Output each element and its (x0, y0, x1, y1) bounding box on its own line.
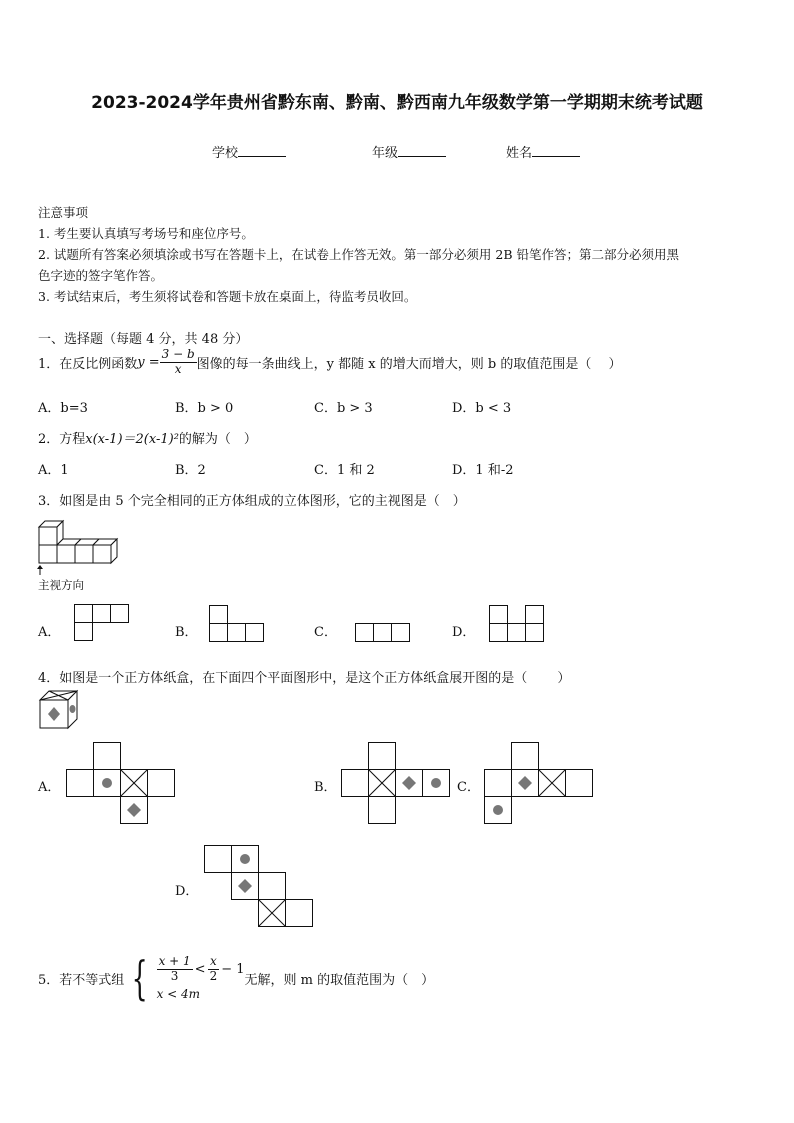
q5-frac-2-den: 2 (209, 968, 218, 983)
q4-option-c-net[interactable] (484, 742, 596, 827)
q3-option-b[interactable]: B． (175, 625, 198, 640)
notice-item: 1. 考生要认真填写考场号和座位序号。 (38, 226, 254, 241)
q1-suffix: 图像的每一条曲线上，y 都随 x 的增大而增大，则 b 的取值范围是（ ） (196, 356, 622, 372)
q2-suffix: 的解为（ ） (178, 432, 257, 447)
q3-option-b-figure[interactable] (209, 605, 269, 645)
q5-frac-1-den: 3 (170, 968, 179, 983)
q5-suffix: 无解，则 m 的取值范围为（ ） (244, 972, 435, 988)
notice-heading: 注意事项 (38, 205, 89, 220)
notice-item: 色字迹的签字笔作答。 (38, 268, 164, 283)
name-label: 姓名 (506, 146, 533, 161)
school-label: 学校 (212, 146, 239, 161)
question-5 (38, 946, 434, 1010)
q1-option-d[interactable]: D．b < 3 (452, 401, 512, 416)
q2-option-b[interactable]: B．2 (175, 463, 206, 478)
name-field (506, 142, 580, 161)
question-1 (38, 348, 621, 377)
q1-fraction (160, 348, 197, 377)
q1-prefix: 1．在反比例函数 (38, 356, 138, 372)
q3-option-c-figure[interactable] (355, 623, 415, 645)
q4-option-b-net[interactable] (341, 742, 453, 827)
q5-system (157, 955, 245, 1002)
q3-option-d[interactable]: D． (452, 625, 476, 640)
school-blank (238, 144, 286, 157)
q3-option-d-figure[interactable] (489, 605, 549, 645)
q5-brace: { (131, 951, 148, 1005)
grade-label: 年级 (372, 146, 399, 161)
q4-option-a[interactable]: A． (38, 780, 61, 795)
q4-option-b[interactable]: B． (314, 780, 337, 795)
q2-option-d[interactable]: D．1 和-2 (452, 463, 514, 478)
q5-inequality-1 (157, 955, 245, 984)
grade-field (372, 142, 446, 161)
q5-frac-1 (157, 955, 193, 984)
q2-prefix: 2．方程 (38, 432, 86, 447)
q2-equation: x(x-1)＝2(x-1)² (85, 432, 179, 447)
question-2 (38, 428, 257, 447)
q1-option-c[interactable]: C．b > 3 (314, 401, 373, 416)
section-heading: 一、选择题（每题 4 分，共 48 分） (38, 332, 249, 347)
q3-view-label: 主视方向 (38, 578, 84, 592)
page-title: 2023-2024学年贵州省黔东南、黔南、黔西南九年级数学第一学期期末统考试题 (91, 93, 703, 113)
q5-ineq-tail: − 1 (221, 961, 245, 977)
q3-option-a[interactable]: A． (38, 625, 61, 640)
q4-cube-figure (39, 690, 79, 730)
q5-frac-1-num: x + 1 (158, 953, 191, 968)
q3-option-c[interactable]: C． (314, 625, 337, 640)
q2-option-c[interactable]: C．1 和 2 (314, 463, 375, 478)
q1-func-lhs: y = (137, 354, 160, 370)
q5-frac-2-num: x (209, 953, 217, 968)
notice-item: 3. 考试结束后，考生须将试卷和答题卡放在桌面上，待监考员收回。 (38, 289, 417, 304)
question-4: 4．如图是一个正方体纸盒，在下面四个平面图形中，是这个正方体纸盒展开图的是（ ） (38, 671, 571, 686)
q1-option-b[interactable]: B．b > 0 (175, 401, 234, 416)
q5-prefix: 5．若不等式组 (38, 972, 125, 988)
question-3: 3．如图是由 5 个完全相同的正方体组成的立体图形，它的主视图是（ ） (38, 494, 466, 509)
q3-view-arrow (36, 565, 66, 577)
q4-option-c[interactable]: C． (457, 780, 480, 795)
notice-item: 2. 试题所有答案必须填涂或书写在答题卡上，在试卷上作答无效。第一部分必须用 2B 铅笔作答；第二部分必须用黑 (38, 247, 679, 262)
name-blank (532, 144, 580, 157)
q5-ineq-op: < (194, 961, 206, 977)
q5-frac-2 (208, 955, 220, 984)
q1-frac-den: x (174, 361, 182, 376)
q1-frac-num: 3 − b (161, 347, 195, 361)
q3-solid-figure (36, 517, 120, 567)
q4-option-d-net[interactable] (204, 845, 316, 930)
grade-blank (398, 144, 446, 157)
school-field (212, 142, 286, 161)
q2-option-a[interactable]: A．1 (38, 463, 69, 478)
q5-inequality-2: x < 4m (156, 987, 201, 1002)
q1-option-a[interactable]: A．b=3 (38, 401, 88, 416)
q4-option-d[interactable]: D． (175, 884, 199, 899)
q4-option-a-net[interactable] (66, 742, 178, 827)
q3-option-a-figure[interactable] (74, 604, 132, 642)
